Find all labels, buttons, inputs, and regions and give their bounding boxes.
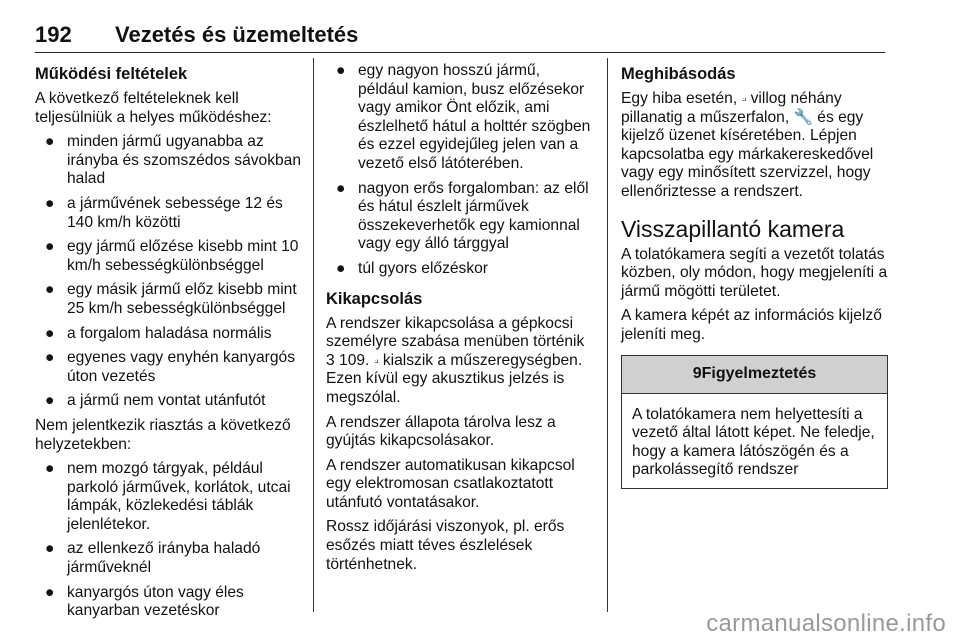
list-item: ● nagyon erős forgalomban: az elől és hátul észlelt járművek összekeverhetők egy kamionnal vagy egy álló tárggyal <box>336 179 589 253</box>
no-alert-list-continued <box>326 62 594 279</box>
column-divider <box>607 58 608 612</box>
arrow-icon: 3 <box>326 351 335 369</box>
bullet-icon: ● <box>45 460 55 478</box>
bullet-icon: ● <box>45 349 55 367</box>
warning-text: A tolatókamera nem helyettesíti a vezető által látott képet. Ne feledje, hogy a kamera látószögén és a parkolássegítő rendszer <box>632 405 875 479</box>
blind-spot-icon: ⟓ <box>373 354 379 366</box>
list-item: ● egyenes vagy enyhén kanyargós úton vezetés <box>45 349 295 385</box>
bullet-icon: ● <box>45 281 55 299</box>
bullet-icon: ● <box>45 540 55 558</box>
section-title: Vezetés és üzemeltetés <box>115 22 359 47</box>
column-1 <box>35 62 302 627</box>
list-item: ● a járművének sebessége 12 és 140 km/h közötti <box>45 194 283 231</box>
column-2 <box>326 62 594 580</box>
list-item: ● egy másik jármű előz kisebb mint 25 km/h sebességkülönbséggel <box>45 281 297 317</box>
bullet-icon: ● <box>45 133 55 151</box>
watermark: carmanualsonline.info <box>706 610 946 637</box>
camera-intro: A tolatókamera segíti a vezetőt tolatás közben, oly módon, hogy megjeleníti a jármű mögötti területet. <box>621 245 888 300</box>
trailer-paragraph: A rendszer automatikusan kikapcsol egy elektromosan csatlakoztatott utánfutó vontatásakor. <box>326 456 575 511</box>
column-3 <box>621 62 888 489</box>
list-item: ● az ellenkező irányba haladó járműveknél <box>45 540 261 577</box>
warning-header <box>622 356 887 394</box>
list-item: ● a jármű nem vontat utánfutót <box>45 392 266 410</box>
bullet-icon: ● <box>336 62 346 79</box>
deactivation-paragraph: A rendszer kikapcsolása a gépkocsi személyre szabása menüben történik 3 109. ⟓ kialszik a műszeregységben. Ezen kívül egy akusztikus jelzés is megszólal. <box>326 314 585 406</box>
deactivation-heading: Kikapcsolás <box>326 289 423 308</box>
weather-paragraph: Rossz időjárási viszonyok, pl. erős esőzés miatt téves észlelések történhetnek. <box>326 518 565 573</box>
fault-heading: Meghibásodás <box>621 65 736 83</box>
conditions-intro: A következő feltételeknek kell teljesülniük a helyes működéshez: <box>35 90 272 126</box>
bullet-icon: ● <box>336 259 346 277</box>
bullet-icon: ● <box>45 324 55 342</box>
status-paragraph: A rendszer állapota tárolva lesz a gyújtás kikapcsolásakor. <box>326 413 556 450</box>
list-item: ● kanyargós úton vagy éles kanyarban vezetéskor <box>45 583 244 620</box>
list-item: ● egy jármű előzése kisebb mint 10 km/h sebességkülönbséggel <box>45 238 299 274</box>
warning-box <box>621 355 888 489</box>
conditions-list <box>35 133 302 411</box>
page-number: 192 <box>35 22 72 47</box>
fault-paragraph: Egy hiba esetén, ⟓ villog néhány pillanatig a műszerfalon, 🔧 és egy kijelző üzenet kíséretében. Lépjen kapcsolatba egy márkakereskedővel vagy egy minősített szervizzel, hogy ellenőriztesse a rendszert. <box>621 90 874 200</box>
warning-icon: 9 <box>692 364 702 382</box>
warning-title: Figyelmeztetés <box>701 364 817 382</box>
bullet-icon: ● <box>336 179 346 197</box>
no-alert-intro: Nem jelentkezik riasztás a következő helyzetekben: <box>35 416 291 453</box>
page-reference-link[interactable]: 3 109. <box>326 351 370 369</box>
bullet-icon: ● <box>45 392 55 410</box>
camera-display: A kamera képét az információs kijelző jeleníti meg. <box>621 307 882 343</box>
page-header <box>35 22 885 53</box>
operating-conditions-heading: Működési feltételek <box>35 65 188 83</box>
bullet-icon: ● <box>45 238 55 256</box>
list-item: ● minden jármű ugyanabba az irányba és szomszédos sávokban halad <box>45 133 302 188</box>
no-alert-list <box>35 460 302 621</box>
rear-view-camera-heading: Visszapillantó kamera <box>621 215 845 242</box>
wrench-icon: 🔧 <box>793 108 813 126</box>
list-item: ● nem mozgó tárgyak, például parkoló járművek, korlátok, utcai lámpák, közlekedési táblák jelenlétekor. <box>45 460 291 533</box>
bullet-icon: ● <box>45 583 55 601</box>
bullet-icon: ● <box>45 194 55 212</box>
list-item: ● a forgalom haladása normális <box>45 324 272 342</box>
list-item: ● egy nagyon hosszú jármű, például kamion, busz előzésekor vagy amikor Önt előzik, ami észlelhető hátul a holttér szögben és ezzel egyidejűleg jelen van a vezető első látóterében. <box>336 62 591 172</box>
column-divider <box>313 58 314 612</box>
blind-spot-icon: ⟓ <box>741 93 747 104</box>
list-item: ● túl gyors előzéskor <box>336 259 489 277</box>
